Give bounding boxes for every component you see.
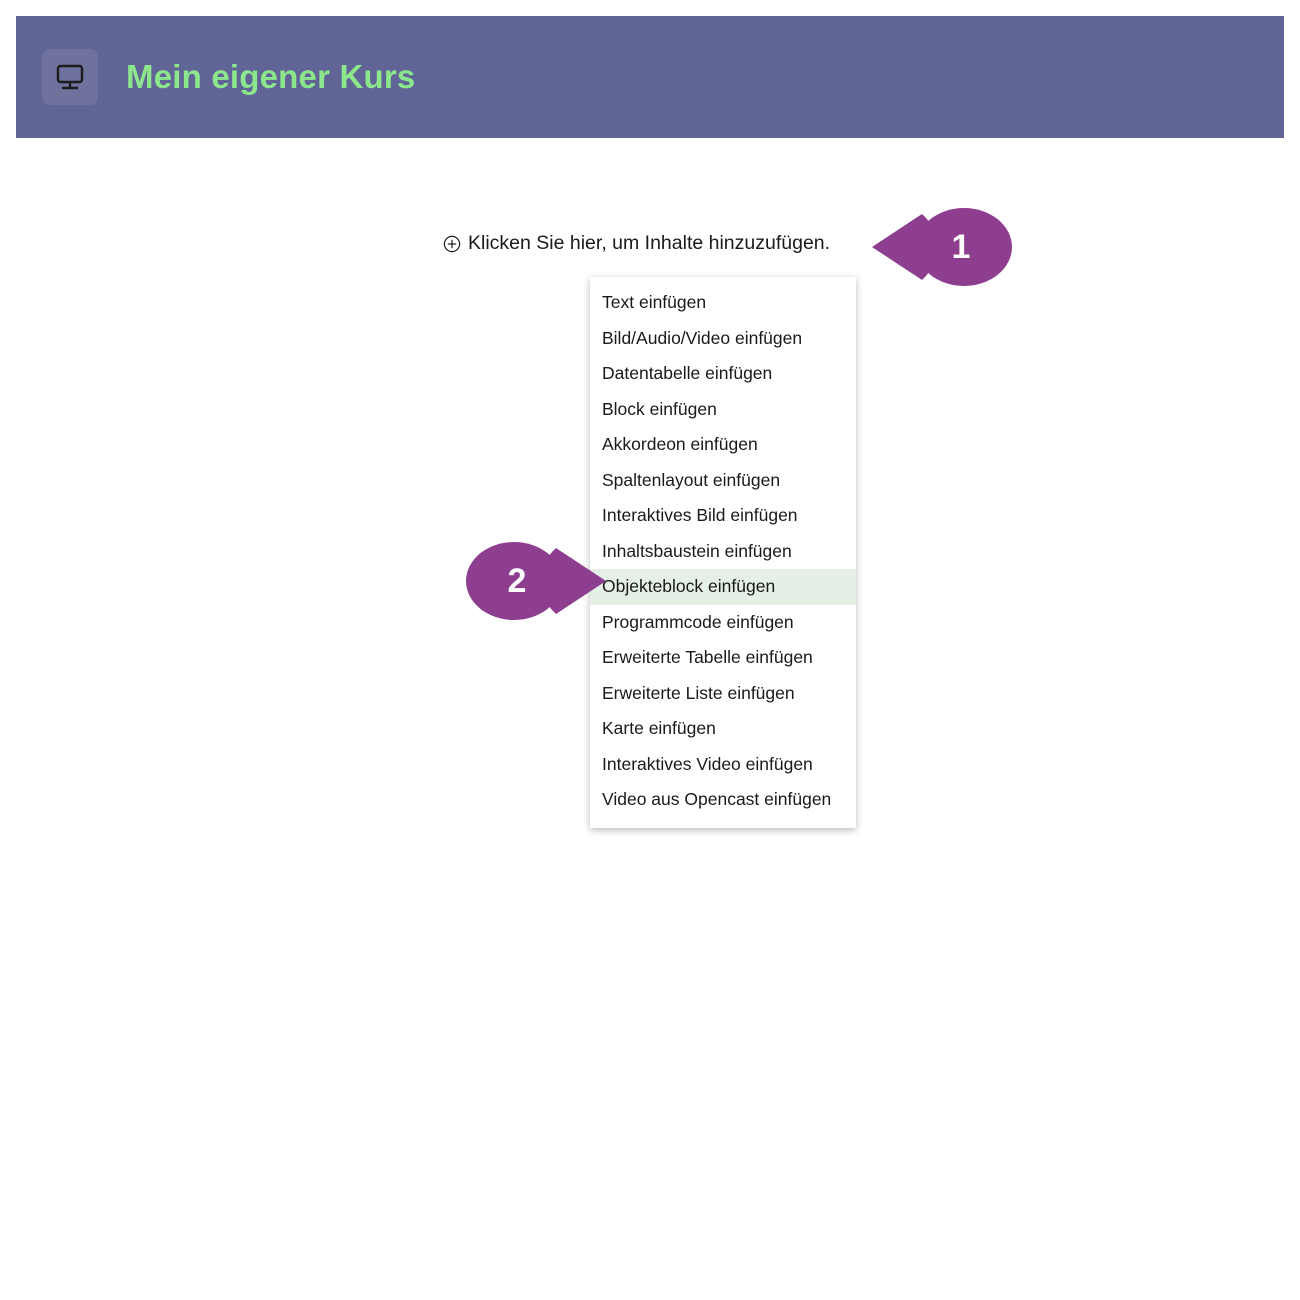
- callout-badge-1: [872, 208, 1012, 286]
- callout-number-2: 2: [507, 561, 527, 600]
- menu-item-inhaltsbaustein-einfuegen[interactable]: Inhaltsbaustein einfügen: [602, 540, 792, 561]
- menu-item-spaltenlayout-einfuegen[interactable]: Spaltenlayout einfügen: [602, 469, 781, 490]
- callout-badge-2: [466, 542, 606, 620]
- menu-item-objekteblock-einfuegen[interactable]: Objekteblock einfügen: [590, 569, 856, 605]
- add-content-link[interactable]: [443, 232, 830, 255]
- menu-item-bild-audio-video-einfuegen[interactable]: Bild/Audio/Video einfügen: [602, 327, 803, 348]
- menu-item-datentabelle-einfuegen[interactable]: Datentabelle einfügen: [602, 363, 773, 383]
- menu-item-text-einfuegen[interactable]: Text einfügen: [602, 292, 707, 312]
- plus-circle-icon: [443, 235, 461, 253]
- callout-number-1: 1: [951, 227, 971, 266]
- course-header: [16, 16, 1284, 138]
- menu-item-programmcode-einfuegen[interactable]: Programmcode einfügen: [602, 611, 794, 632]
- insert-content-menu[interactable]: [590, 277, 856, 828]
- menu-item-karte-einfuegen[interactable]: Karte einfügen: [602, 718, 716, 738]
- menu-item-block-einfuegen[interactable]: Block einfügen: [602, 398, 717, 419]
- presentation-screen-icon: [42, 49, 98, 105]
- menu-item-interaktives-video-einfuegen[interactable]: Interaktives Video einfügen: [602, 753, 813, 774]
- add-content-label: Klicken Sie hier, um Inhalte hinzuzufügen.: [468, 232, 831, 254]
- menu-item-erweiterte-tabelle-einfuegen[interactable]: Erweiterte Tabelle einfügen: [602, 647, 813, 667]
- menu-item-erweiterte-liste-einfuegen[interactable]: Erweiterte Liste einfügen: [602, 682, 795, 703]
- menu-item-interaktives-bild-einfuegen[interactable]: Interaktives Bild einfügen: [602, 505, 798, 525]
- page-title: Mein eigener Kurs: [126, 58, 416, 95]
- menu-item-video-aus-opencast-einfuegen[interactable]: Video aus Opencast einfügen: [602, 789, 832, 809]
- menu-item-akkordeon-einfuegen[interactable]: Akkordeon einfügen: [602, 434, 758, 454]
